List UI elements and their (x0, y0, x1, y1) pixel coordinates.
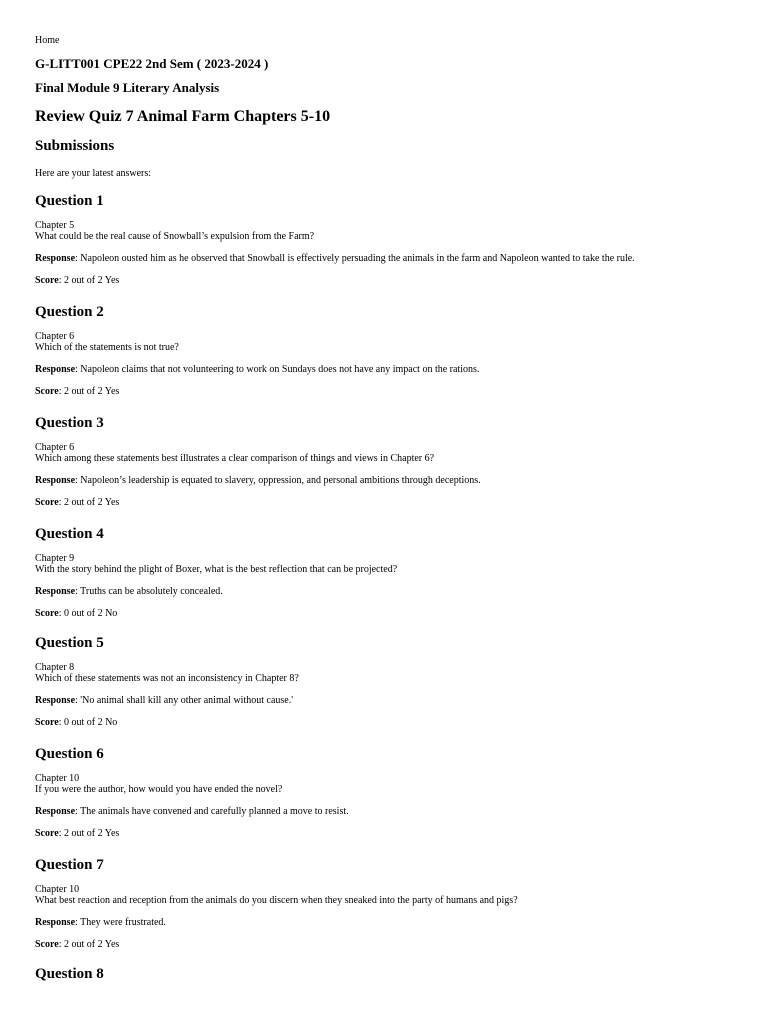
question-text: Which among these statements best illustrates a clear comparison of things and views in Chapter 6? (35, 453, 435, 464)
response-text: : Napoleon’s leadership is equated to slavery, oppression, and personal ambitions through deceptions. (75, 475, 481, 486)
question-text: If you were the author, how would you have ended the novel? (35, 784, 283, 795)
question-score (35, 828, 735, 839)
response-text: : Truths can be absolutely concealed. (75, 586, 223, 597)
question-heading: Question 1 (35, 193, 104, 209)
question-block (35, 634, 735, 728)
response-text: : They were frustrated. (75, 917, 166, 928)
question-chapter: Chapter 10 (35, 884, 80, 895)
score-label: Score (35, 828, 59, 839)
question-text: Which of the statements is not true? (35, 342, 179, 353)
question-response (35, 253, 735, 264)
question-heading: Question 8 (35, 966, 104, 982)
score-label: Score (35, 939, 59, 950)
question-chapter: Chapter 9 (35, 553, 75, 564)
question-score (35, 275, 735, 286)
response-label: Response (35, 806, 76, 817)
question-block (35, 303, 735, 397)
question-block (35, 414, 735, 508)
question-block (35, 856, 735, 950)
question-text: What could be the real cause of Snowball’s expulsion from the Farm? (35, 231, 315, 242)
module-title: Final Module 9 Literary Analysis (35, 80, 220, 95)
score-text: : 0 out of 2 No (58, 608, 118, 619)
score-text: : 2 out of 2 Yes (58, 386, 120, 397)
question-text: What best reaction and reception from the animals do you discern when they sneaked into the party of humans and pigs? (35, 895, 518, 906)
question-text: Which of these statements was not an inconsistency in Chapter 8? (35, 673, 299, 684)
score-label: Score (35, 608, 59, 619)
question-block (35, 745, 735, 839)
question-heading: Question 6 (35, 746, 104, 762)
response-label: Response (35, 475, 76, 486)
quiz-title: Review Quiz 7 Animal Farm Chapters 5-10 (35, 108, 331, 125)
response-label: Response (35, 253, 76, 264)
response-label: Response (35, 917, 76, 928)
response-text: : Napoleon claims that not volunteering to work on Sundays does not have any impact on the rations. (75, 364, 480, 375)
question-heading: Question 2 (35, 304, 104, 320)
score-label: Score (35, 386, 59, 397)
score-label: Score (35, 717, 59, 728)
score-text: : 2 out of 2 Yes (58, 828, 120, 839)
intro-text: Here are your latest answers: (35, 168, 152, 179)
score-text: : 0 out of 2 No (58, 717, 118, 728)
question-response (35, 917, 735, 928)
score-text: : 2 out of 2 Yes (58, 939, 120, 950)
question-response (35, 586, 735, 597)
response-text: : Napoleon ousted him as he observed that Snowball is effectively persuading the animals in the farm and Napoleon wanted to take the rule. (75, 253, 635, 264)
question-chapter: Chapter 5 (35, 220, 75, 231)
question-block (35, 192, 735, 286)
score-label: Score (35, 275, 59, 286)
response-text: : 'No animal shall kill any other animal without cause.' (75, 695, 294, 706)
question-heading: Question 5 (35, 635, 104, 651)
question-response (35, 695, 735, 706)
response-label: Response (35, 695, 76, 706)
question-response (35, 475, 735, 486)
question-score (35, 939, 735, 950)
submissions-heading: Submissions (35, 138, 115, 154)
question-score (35, 717, 735, 728)
response-text: : The animals have convened and carefully planned a move to resist. (75, 806, 349, 817)
question-chapter: Chapter 6 (35, 331, 75, 342)
score-text: : 2 out of 2 Yes (58, 497, 120, 508)
question-block (35, 965, 735, 993)
question-response (35, 806, 735, 817)
question-heading: Question 7 (35, 857, 104, 873)
response-label: Response (35, 586, 76, 597)
question-heading: Question 4 (35, 526, 104, 542)
question-score (35, 386, 735, 397)
question-block (35, 525, 735, 619)
score-label: Score (35, 497, 59, 508)
question-heading: Question 3 (35, 415, 104, 431)
score-text: : 2 out of 2 Yes (58, 275, 120, 286)
question-score (35, 497, 735, 508)
question-score (35, 608, 735, 619)
response-label: Response (35, 364, 76, 375)
course-title: G-LITT001 CPE22 2nd Sem ( 2023-2024 ) (35, 56, 269, 71)
question-text: With the story behind the plight of Boxer, what is the best reflection that can be projected? (35, 564, 398, 575)
home-link[interactable]: Home (35, 35, 60, 46)
question-chapter: Chapter 6 (35, 442, 75, 453)
question-chapter: Chapter 10 (35, 773, 80, 784)
question-chapter: Chapter 8 (35, 662, 75, 673)
question-response (35, 364, 735, 375)
